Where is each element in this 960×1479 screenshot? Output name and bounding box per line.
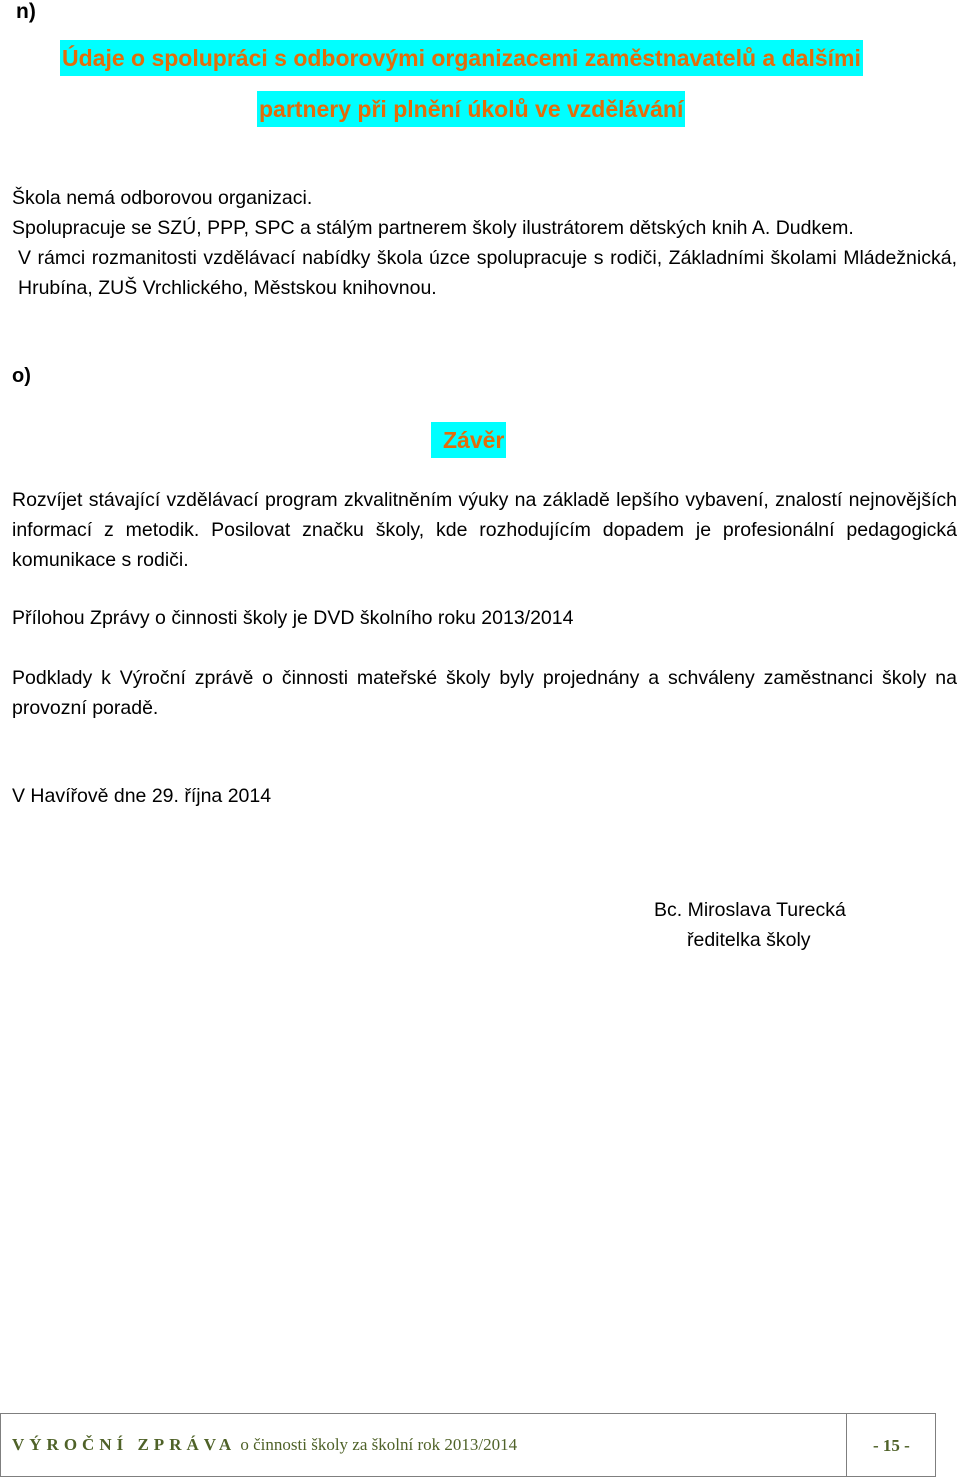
section-n-line2: Spolupracuje se SZÚ, PPP, SPC a stálým partnerem školy ilustrátorem dětských knih A. Dudkem. xyxy=(12,217,854,239)
section-n-heading-line1: Údaje o spolupráci s odborovými organizacemi zaměstnavatelů a dalšími xyxy=(60,40,863,76)
footer-title-cell xyxy=(1,1414,847,1476)
footer-title xyxy=(12,1435,517,1455)
section-n-label: n) xyxy=(16,0,36,23)
section-n-line1: Škola nemá odborovou organizaci. xyxy=(12,187,313,209)
section-o-paragraph2: Přílohou Zprávy o činnosti školy je DVD školního roku 2013/2014 xyxy=(12,607,574,629)
footer-report-name: VÝROČNÍ ZPRÁVA xyxy=(12,1435,237,1454)
signature-title: ředitelka školy xyxy=(687,929,811,951)
footer-report-subtitle: o činnosti školy za školní rok 2013/2014 xyxy=(240,1435,518,1454)
section-o-heading: Závěr xyxy=(431,422,506,458)
date-line: V Havířově dne 29. října 2014 xyxy=(12,785,272,807)
section-o-label: o) xyxy=(12,365,31,387)
section-n-paragraph: V rámci rozmanitosti vzdělávací nabídky škola úzce spolupracuje s rodiči, Základními školami Mládežnická, Hrubína, ZUŠ Vrchlického, Městskou knihovnou. xyxy=(18,247,957,299)
page-footer xyxy=(0,1413,936,1477)
section-o-paragraph1: Rozvíjet stávající vzdělávací program zkvalitněním výuky na základě lepšího vybavení, znalostí nejnovějších informací z metodik. Posilovat značku školy, kde rozhodujícím dopadem je profesionální pedagogická komunikace s rodiči. xyxy=(12,489,957,571)
section-n-heading-line2: partnery při plnění úkolů ve vzdělávání xyxy=(257,91,685,127)
section-o-paragraph3: Podklady k Výroční zprávě o činnosti mateřské školy byly projednány a schváleny zaměstnanci školy na provozní poradě. xyxy=(12,667,957,719)
page-number: - 15 - xyxy=(873,1436,910,1455)
signature-name: Bc. Miroslava Turecká xyxy=(654,899,846,921)
